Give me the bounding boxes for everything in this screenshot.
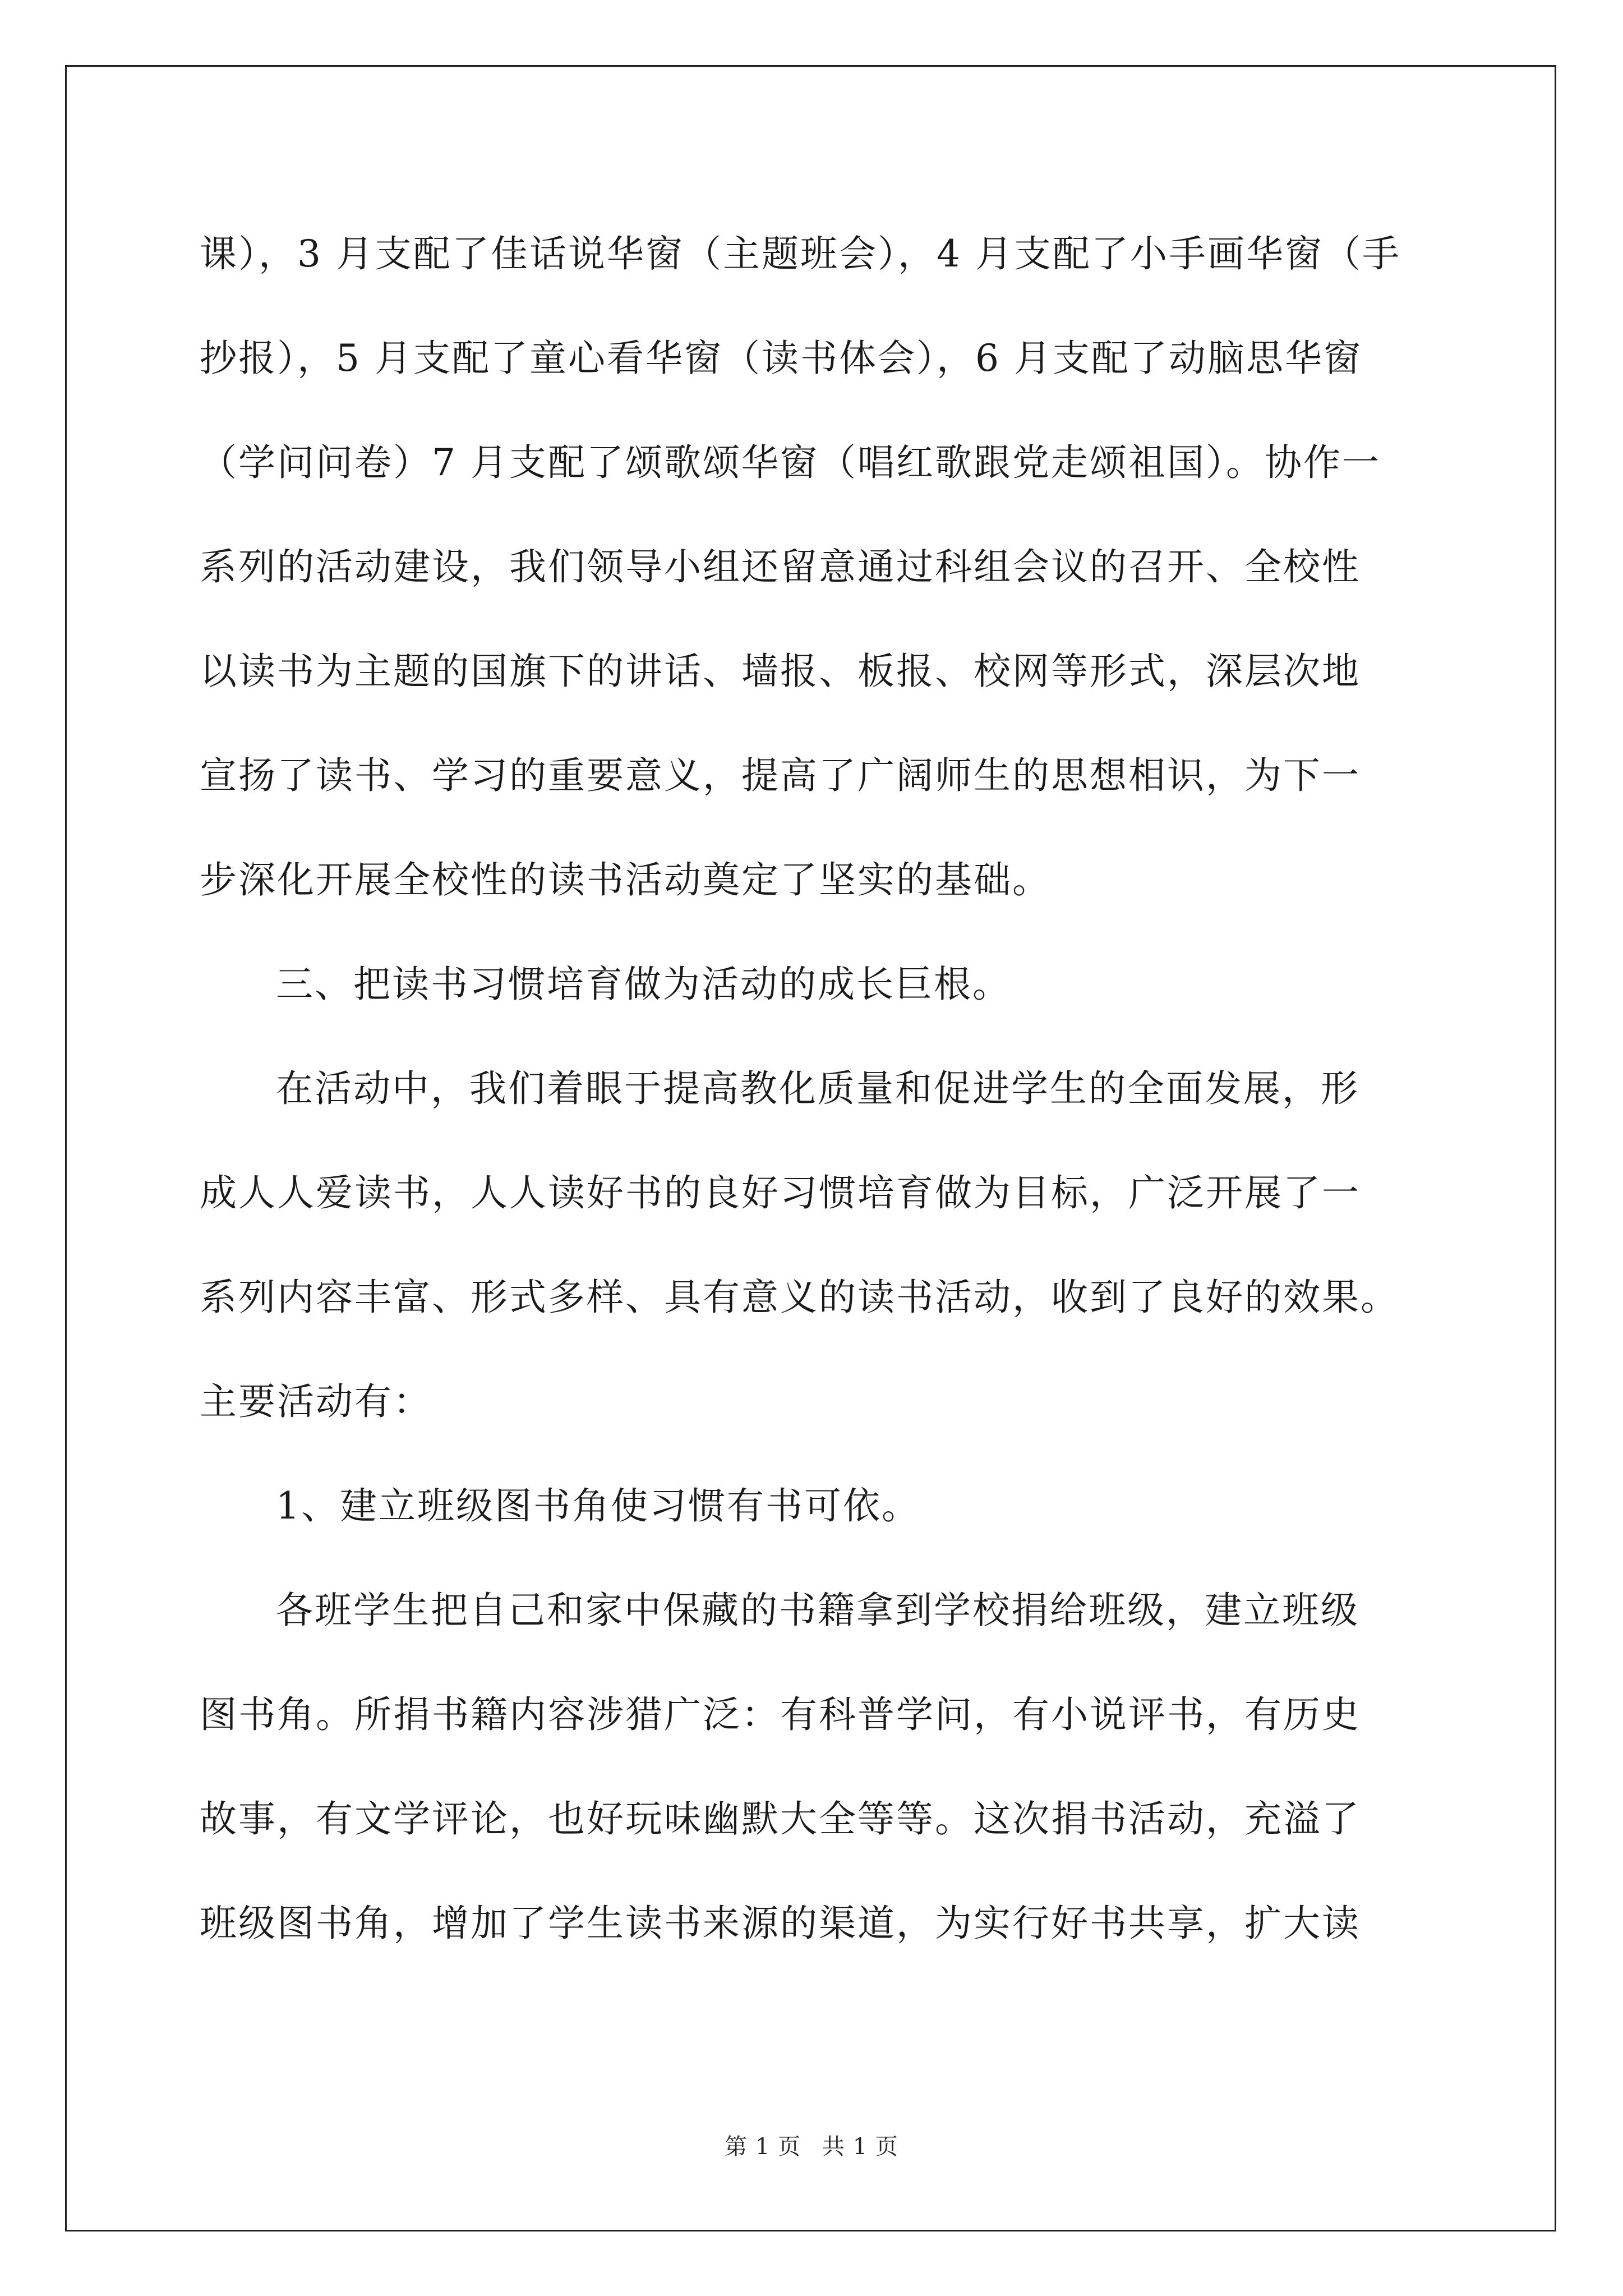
text-line: 成人人爱读书，人人读好书的良好习惯培育做为目标，广泛开展了一 xyxy=(200,1171,1361,1214)
paragraph-start-line: 各班学生把自己和家中保藏的书籍拿到学校捐给班级，建立班级 xyxy=(276,1589,1359,1632)
text-line: 故事，有文学评论，也好玩味幽默大全等等。这次捐书活动，充溢了 xyxy=(200,1797,1361,1841)
text-line: 系列的活动建设，我们领导小组还留意通过科组会议的召开、全校性 xyxy=(200,545,1361,588)
section-heading: 三、把读书习惯培育做为活动的成长巨根。 xyxy=(276,963,1011,1006)
text-line: 图书角。所捐书籍内容涉猎广泛：有科普学问，有小说评书，有历史 xyxy=(200,1693,1361,1736)
text-line: 系列内容丰富、形式多样、具有意义的读书活动，收到了良好的效果。 xyxy=(200,1276,1399,1319)
subsection-heading: 1、建立班级图书角使习惯有书可依。 xyxy=(276,1484,920,1527)
page-total: 共 1 页 xyxy=(822,2134,898,2160)
text-line: 班级图书角，增加了学生读书来源的渠道，为实行好书共享，扩大读 xyxy=(200,1902,1361,1945)
text-line: 宣扬了读书、学习的重要意义，提高了广阔师生的思想相识，为下一 xyxy=(200,754,1361,797)
document-body xyxy=(200,202,1433,1976)
paragraph-start-line: 在活动中，我们着眼于提高教化质量和促进学生的全面发展，形 xyxy=(276,1067,1359,1110)
text-line: 步深化开展全校性的读书活动奠定了坚实的基础。 xyxy=(200,858,1051,901)
page-number: 第 1 页 xyxy=(725,2134,801,2160)
text-line: 抄报），5 月支配了童心看华窗（读书体会），6 月支配了动脑思华窗 xyxy=(200,337,1362,380)
text-line: （学问问卷）7 月支配了颂歌颂华窗（唱红歌跟党走颂祖国）。协作一 xyxy=(200,441,1381,484)
page-footer xyxy=(0,2129,1623,2161)
text-line: 以读书为主题的国旗下的讲话、墙报、板报、校网等形式，深层次地 xyxy=(200,650,1361,693)
text-line: 课），3 月支配了佳话说华窗（主题班会），4 月支配了小手画华窗（手 xyxy=(200,232,1401,275)
text-line: 主要活动有： xyxy=(200,1380,432,1423)
